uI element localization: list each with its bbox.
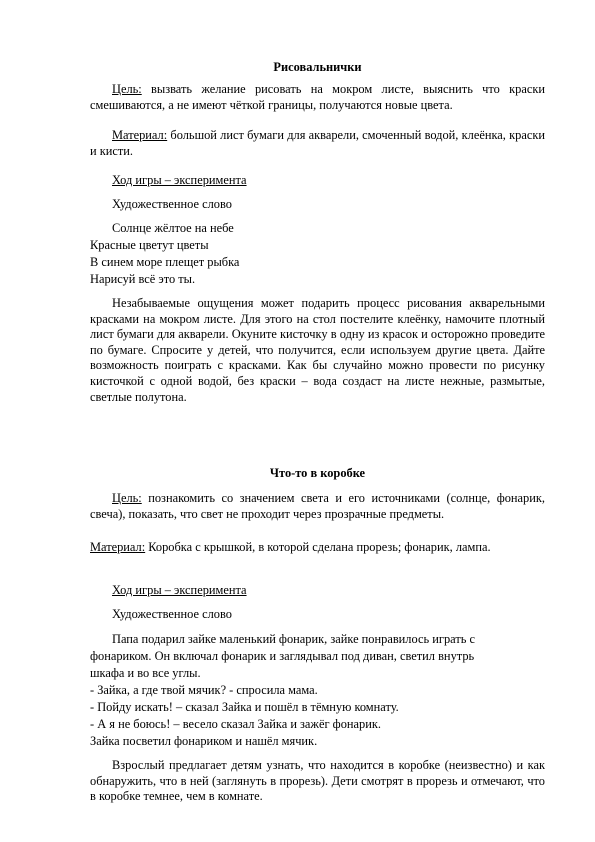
section1-material-text: большой лист бумаги для акварели, смоченный водой, клеёнка, краски и кисти. — [90, 128, 545, 158]
story-line: - Зайка, а где твой мячик? - спросила мама. — [90, 683, 318, 697]
section2-goal-label: Цель: — [112, 491, 142, 505]
section2-goal — [90, 491, 545, 522]
section1-material — [90, 128, 545, 159]
poem-line: Нарисуй всё это ты. — [90, 272, 196, 286]
story-line: фонариком. Он включал фонарик и заглядывал под диван, светил внутрь — [90, 649, 475, 663]
section1-material-label: Материал: — [112, 128, 168, 142]
poem-line: Солнце жёлтое на небе — [112, 221, 234, 235]
section2-art-word: Художественное слово — [112, 607, 232, 621]
section2-course-heading: Ход игры – эксперимента — [112, 583, 247, 597]
section2-material-text: Коробка с крышкой, в которой сделана прорезь; фонарик, лампа. — [145, 540, 491, 554]
poem-line: В синем море плещет рыбка — [90, 255, 240, 269]
section1-body: Незабываемые ощущения может подарить процесс рисования акварельными красками на мокром листе. Для этого на стол постелите клеёнку, намочите плотный лист бумаги для акварели. Окуните кисточку в одну из красок и осторожно проведите по бумаге. Спросите у детей, что получится, если используем другие цвета. Дайте возможность поиграть с красками. Как бы случайно можно провести по рисунку кисточкой с одной водой, без краски – вода создаст на листе нежные, размытые, светлые полутона. — [90, 296, 545, 404]
section1-title: Рисовальнички — [273, 60, 362, 74]
section1-art-word: Художественное слово — [112, 197, 232, 211]
section1-goal-text: вызвать желание рисовать на мокром листе, выяснить что краски смешиваются, а не имеют чёткой границы, получаются новые цвета. — [90, 82, 545, 112]
poem-line: Красные цветут цветы — [90, 238, 209, 252]
section2-goal-text: познакомить со значением света и его источниками (солнце, фонарик, свеча), показать, что свет не проходит через прозрачные предметы. — [90, 491, 545, 521]
section2-title: Что-то в коробке — [269, 466, 366, 480]
story-line: Папа подарил зайке маленький фонарик, зайке понравилось играть с — [112, 632, 475, 646]
story-line: Зайка посветил фонариком и нашёл мячик. — [90, 734, 318, 748]
section1-course-heading: Ход игры – эксперимента — [112, 173, 247, 187]
story-line: шкафа и во все углы. — [90, 666, 201, 680]
section2-material-label: Материал: — [90, 540, 146, 554]
story-line: - Пойду искать! – сказал Зайка и пошёл в тёмную комнату. — [90, 700, 399, 714]
section2-body: Взрослый предлагает детям узнать, что находится в коробке (неизвестно) и как обнаружить, что в ней (заглянуть в прорезь). Дети смотрят в прорезь и отмечают, что в коробке темнее, чем в комнате. — [90, 758, 545, 804]
story-line: - А я не боюсь! – весело сказал Зайка и зажёг фонарик. — [90, 717, 381, 731]
section1-goal-label: Цель: — [112, 82, 142, 96]
section2-material — [90, 540, 545, 556]
section1-goal — [90, 82, 545, 113]
